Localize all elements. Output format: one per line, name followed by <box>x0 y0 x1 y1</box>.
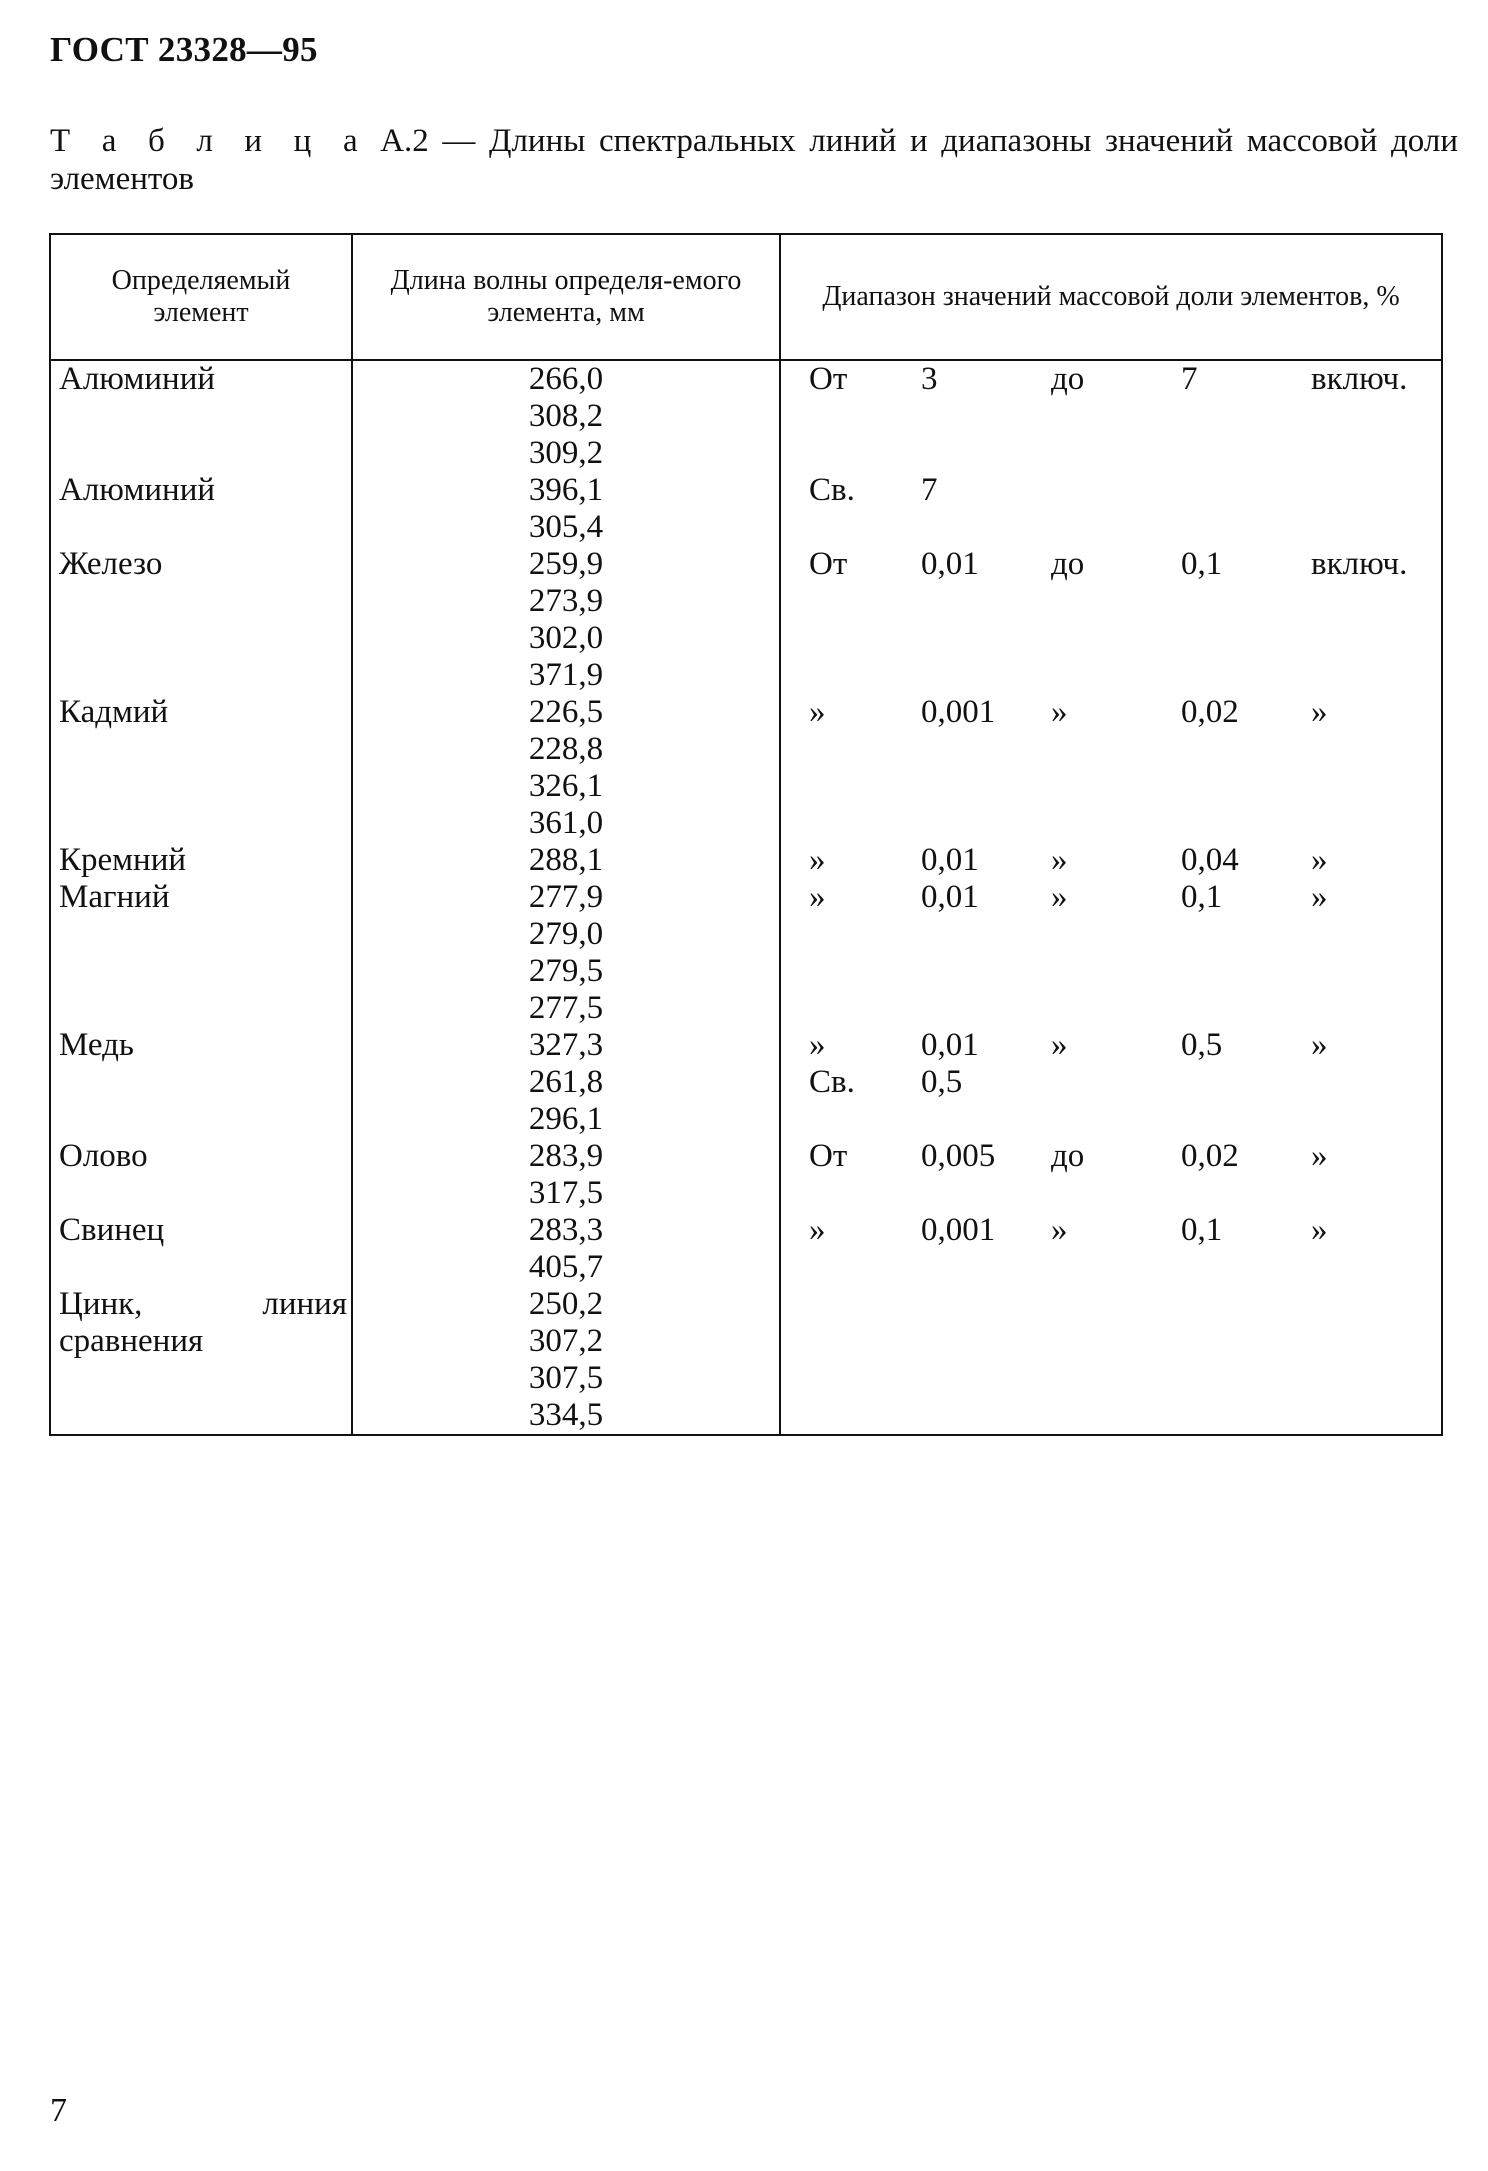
wavelength-cell <box>352 1286 780 1435</box>
range-part: От <box>809 546 848 582</box>
range-part: 0,01 <box>921 879 979 915</box>
table-header-row <box>50 234 1442 360</box>
range-part: включ. <box>1311 546 1408 582</box>
range-part: 3 <box>921 361 938 397</box>
range-part: » <box>1311 1027 1328 1063</box>
wavelength-value: 266,0 <box>528 361 604 397</box>
range-cell <box>780 360 1442 472</box>
table-row <box>50 842 1442 879</box>
range-part: » <box>809 1212 826 1248</box>
range-line <box>781 361 1441 398</box>
column-header-wavelength: Длина волны определя-емого элемента, мм <box>352 234 780 360</box>
range-part: 0,02 <box>1181 1138 1239 1174</box>
wavelength-value: 307,2 <box>528 1323 604 1359</box>
range-part: 0,1 <box>1181 879 1223 915</box>
element-name: Алюминий <box>50 360 352 472</box>
wavelength-value: 308,2 <box>528 398 604 434</box>
table-row <box>50 1212 1442 1286</box>
table-row <box>50 360 1442 472</box>
range-part: 0,5 <box>921 1064 963 1100</box>
wavelength-value: 261,8 <box>528 1064 604 1100</box>
wavelength-cell <box>352 1027 780 1138</box>
range-line <box>781 842 1441 879</box>
wavelength-cell <box>352 1138 780 1212</box>
element-name: Магний <box>50 879 352 1027</box>
wavelength-value: 327,3 <box>528 1027 604 1063</box>
range-cell <box>780 546 1442 694</box>
wavelength-cell <box>352 1212 780 1286</box>
range-part: » <box>809 879 826 915</box>
wavelength-cell <box>352 360 780 472</box>
wavelength-value: 396,1 <box>528 472 604 508</box>
wavelength-value: 279,0 <box>528 916 604 952</box>
spectral-lines-table <box>49 233 1443 1436</box>
wavelength-value: 334,5 <box>528 1397 604 1433</box>
wavelength-cell <box>352 472 780 546</box>
wavelength-value: 279,5 <box>528 953 604 989</box>
element-name: Свинец <box>50 1212 352 1286</box>
range-part: 0,5 <box>1181 1027 1223 1063</box>
column-header-range: Диапазон значений массовой доли элементов, % <box>780 234 1442 360</box>
range-line <box>781 694 1441 731</box>
range-part: 0,001 <box>921 694 996 730</box>
range-cell <box>780 1027 1442 1138</box>
range-line <box>781 546 1441 583</box>
table-row <box>50 879 1442 1027</box>
range-part: 0,01 <box>921 1027 979 1063</box>
range-cell <box>780 1286 1442 1435</box>
wavelength-value: 277,5 <box>528 990 604 1026</box>
wavelength-value: 305,4 <box>528 509 604 545</box>
wavelength-value: 405,7 <box>528 1249 604 1285</box>
element-name: Алюминий <box>50 472 352 546</box>
range-cell <box>780 842 1442 879</box>
wavelength-value: 309,2 <box>528 435 604 471</box>
wavelength-value: 273,9 <box>528 583 604 619</box>
wavelength-value: 371,9 <box>528 657 604 693</box>
element-name: Цинк, линия сравнения <box>50 1286 352 1435</box>
range-part: 0,001 <box>921 1212 996 1248</box>
range-line <box>781 1212 1441 1249</box>
range-cell <box>780 1138 1442 1212</box>
range-part: до <box>1051 361 1085 397</box>
wavelength-value: 288,1 <box>528 842 604 878</box>
column-header-element: Определяемый элемент <box>50 234 352 360</box>
element-name: Медь <box>50 1027 352 1138</box>
wavelength-value: 283,9 <box>528 1138 604 1174</box>
wavelength-value: 317,5 <box>528 1175 604 1211</box>
table-row <box>50 546 1442 694</box>
range-line <box>781 1138 1441 1175</box>
range-part: » <box>1311 694 1328 730</box>
wavelength-value: 307,5 <box>528 1360 604 1396</box>
range-cell <box>780 694 1442 842</box>
range-line <box>781 472 1441 509</box>
wavelength-cell <box>352 694 780 842</box>
range-line <box>781 1027 1441 1064</box>
table-caption-label: Т а б л и ц а <box>50 123 367 159</box>
table-row <box>50 472 1442 546</box>
wavelength-value: 283,3 <box>528 1212 604 1248</box>
table-caption <box>50 122 1458 198</box>
range-line <box>781 879 1441 916</box>
wavelength-value: 326,1 <box>528 768 604 804</box>
range-part: 0,1 <box>1181 546 1223 582</box>
range-part: » <box>1051 879 1068 915</box>
range-part: 0,01 <box>921 546 979 582</box>
range-part: » <box>1311 879 1328 915</box>
range-part: » <box>809 694 826 730</box>
range-part: » <box>1311 1138 1328 1174</box>
range-part: От <box>809 361 848 397</box>
range-cell <box>780 1212 1442 1286</box>
range-part: 0,02 <box>1181 694 1239 730</box>
table-caption-text: А.2 — Длины спектральных линий и диапазоны значений массовой доли элементов <box>50 123 1458 197</box>
range-part: 0,04 <box>1181 842 1239 878</box>
range-part: » <box>1051 842 1068 878</box>
range-part: включ. <box>1311 361 1408 397</box>
page-number: 7 <box>50 2092 67 2129</box>
range-part: От <box>809 1138 848 1174</box>
wavelength-value: 302,0 <box>528 620 604 656</box>
range-part: » <box>1051 1212 1068 1248</box>
wavelength-cell <box>352 879 780 1027</box>
wavelength-value: 259,9 <box>528 546 604 582</box>
element-name: Железо <box>50 546 352 694</box>
range-part: Св. <box>809 1064 855 1100</box>
range-part: » <box>1311 1212 1328 1248</box>
range-cell <box>780 879 1442 1027</box>
range-part: 0,01 <box>921 842 979 878</box>
range-cell <box>780 472 1442 546</box>
wavelength-value: 277,9 <box>528 879 604 915</box>
wavelength-value: 296,1 <box>528 1101 604 1137</box>
range-part: » <box>1311 842 1328 878</box>
wavelength-cell <box>352 546 780 694</box>
range-part: » <box>809 1027 826 1063</box>
range-part: 7 <box>921 472 938 508</box>
range-line <box>781 1064 1441 1101</box>
element-name: Кремний <box>50 842 352 879</box>
range-part: 0,005 <box>921 1138 996 1174</box>
range-part: до <box>1051 546 1085 582</box>
wavelength-cell <box>352 842 780 879</box>
element-name: Кадмий <box>50 694 352 842</box>
wavelength-value: 226,5 <box>528 694 604 730</box>
table-row <box>50 694 1442 842</box>
range-part: » <box>809 842 826 878</box>
table-row <box>50 1138 1442 1212</box>
range-part: » <box>1051 1027 1068 1063</box>
range-part: 7 <box>1181 361 1198 397</box>
range-part: » <box>1051 694 1068 730</box>
element-name: Олово <box>50 1138 352 1212</box>
wavelength-value: 228,8 <box>528 731 604 767</box>
wavelength-value: 361,0 <box>528 805 604 841</box>
document-header: ГОСТ 23328—95 <box>50 30 318 69</box>
table-row <box>50 1027 1442 1138</box>
range-part: Св. <box>809 472 855 508</box>
range-part: до <box>1051 1138 1085 1174</box>
table-row <box>50 1286 1442 1435</box>
wavelength-value: 250,2 <box>528 1286 604 1322</box>
range-part: 0,1 <box>1181 1212 1223 1248</box>
